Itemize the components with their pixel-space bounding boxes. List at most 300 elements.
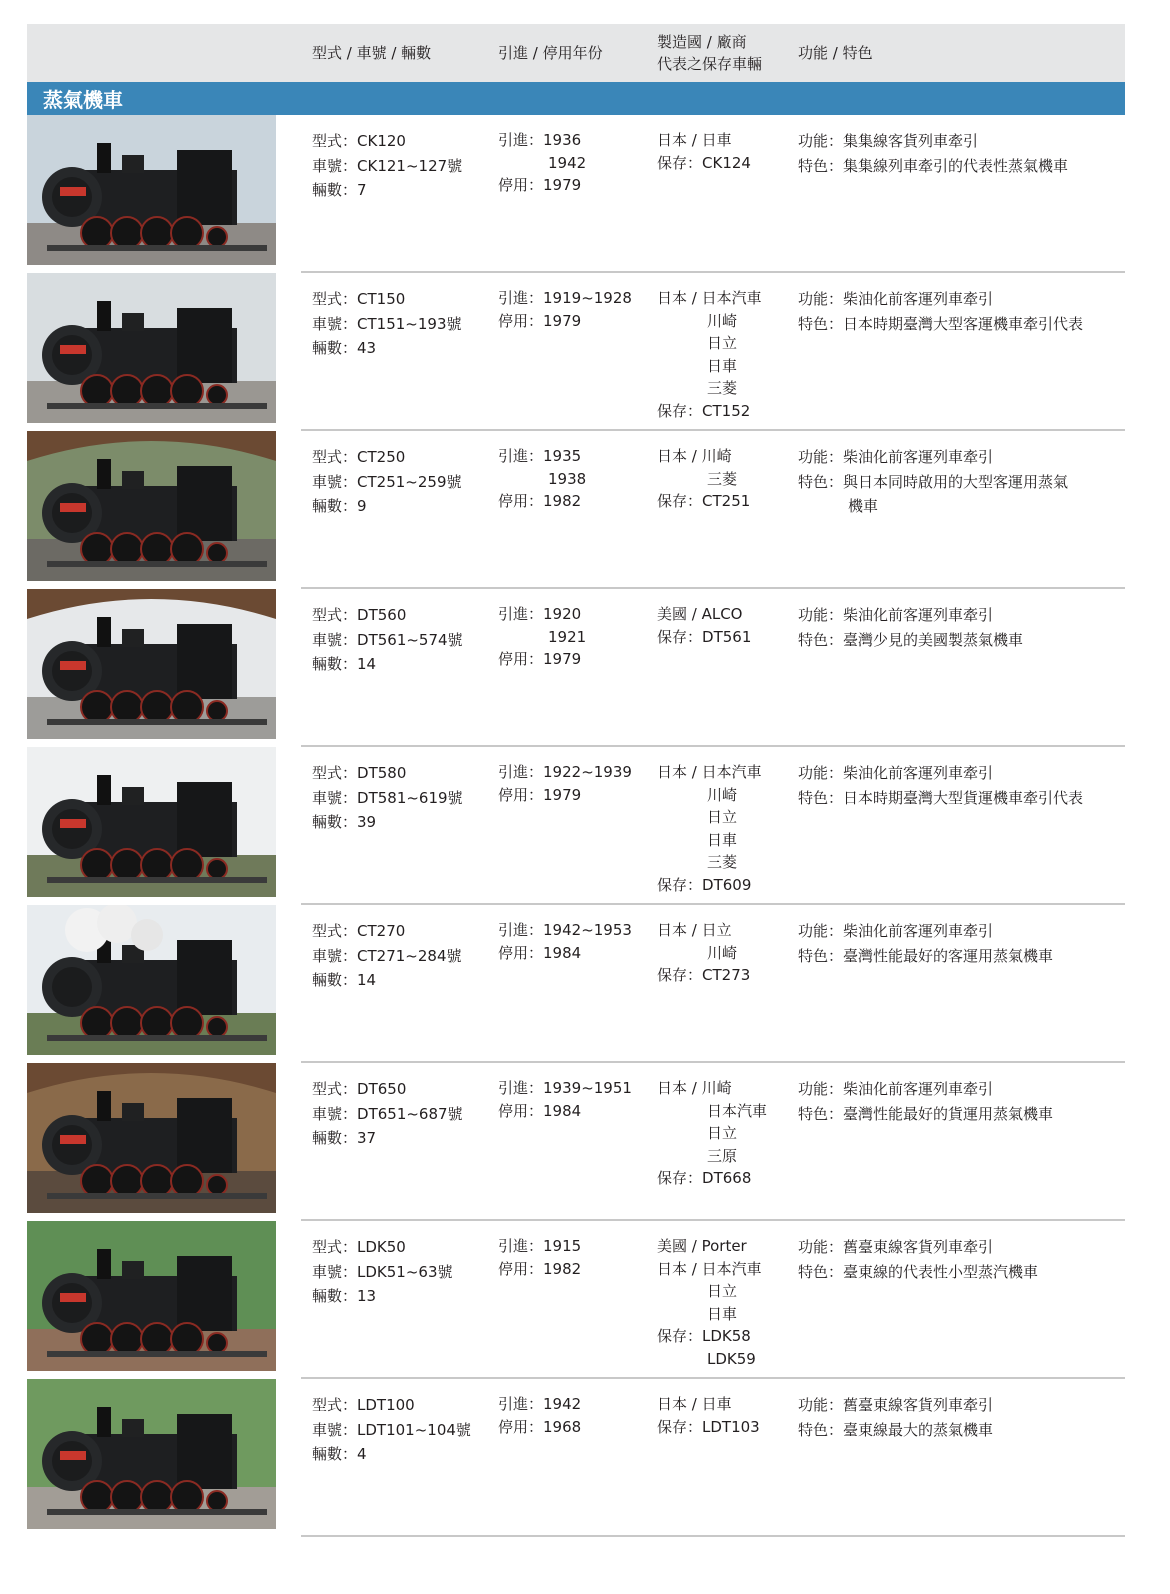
locomotive-photo (27, 747, 276, 897)
label-number: 車號： (312, 314, 358, 333)
table-row (27, 115, 1125, 273)
cell-line (657, 490, 795, 513)
cell-line (498, 626, 653, 649)
maker-value: 日立 (707, 808, 738, 826)
cell-line (498, 942, 653, 965)
maker-value: 三原 (707, 1146, 738, 1165)
table-row (27, 431, 1125, 589)
label-function: 功能： (798, 132, 844, 150)
cell-line (657, 1100, 795, 1123)
label-retired: 停用： (498, 311, 544, 330)
table-row (27, 273, 1125, 431)
retired-year: 1982 (543, 1259, 582, 1278)
preserved-value: CT251 (702, 492, 751, 510)
feature-cell (798, 287, 1125, 336)
cell-line (312, 336, 492, 361)
cell-line (312, 470, 492, 495)
cell-line (657, 1303, 795, 1326)
cell-line (312, 1418, 492, 1443)
cell-line (798, 154, 1125, 179)
feature-cell (798, 919, 1125, 968)
cell-line (798, 287, 1125, 312)
maker-value: 川崎 (707, 785, 738, 804)
maker-value: 美國 / Porter (657, 1237, 747, 1255)
cell-line (657, 129, 795, 152)
cell-line (798, 628, 1125, 653)
cell-line (657, 919, 795, 942)
label-feature: 特色： (798, 946, 844, 965)
cell-line (312, 919, 492, 944)
locomotive-photo-frame (27, 905, 276, 1055)
feature-cell (798, 1077, 1125, 1126)
cell-line (498, 310, 653, 333)
label-preserved: 保存： (657, 1169, 703, 1187)
function-value: 柴油化前客運列車牽引 (843, 1080, 994, 1098)
maker-cell (657, 1393, 795, 1438)
table-row (27, 1379, 1125, 1537)
label-feature: 特色： (798, 156, 844, 175)
cell-line (657, 287, 795, 310)
cell-line (657, 1280, 795, 1303)
cell-line (657, 1393, 795, 1416)
model-cell (312, 445, 492, 519)
count-value: 43 (357, 339, 377, 357)
model-value: CT250 (357, 448, 406, 466)
maker-cell (657, 919, 795, 987)
maker-cell (657, 129, 795, 174)
cell-line (312, 178, 492, 203)
preserved-value: DT668 (702, 1169, 752, 1187)
label-count: 輛數： (312, 971, 358, 989)
feature-value: 集集線列車牽引的代表性蒸氣機車 (843, 156, 1069, 175)
intro-year: 1921 (548, 627, 587, 646)
feature-cell (798, 129, 1125, 178)
label-intro: 引進： (498, 1079, 544, 1097)
label-preserved: 保存： (657, 966, 703, 984)
cell-line (312, 761, 492, 786)
label-number: 車號： (312, 946, 358, 965)
header-model: 型式 / 車號 / 輛數 (312, 44, 432, 62)
count-value: 7 (357, 181, 367, 199)
cell-line (312, 129, 492, 154)
intro-year: 1935 (543, 447, 582, 465)
label-function: 功能： (798, 448, 844, 466)
cell-line (657, 1416, 795, 1439)
cell-line (657, 1077, 795, 1100)
model-cell (312, 603, 492, 677)
label-retired: 停用： (498, 1417, 544, 1436)
cell-line (657, 761, 795, 784)
number-value: LDT101~104號 (357, 1420, 471, 1439)
label-model: 型式： (312, 132, 358, 150)
number-value: CT251~259號 (357, 472, 462, 491)
cell-line (312, 810, 492, 835)
feature-cell (798, 445, 1125, 519)
intro-year: 1915 (543, 1237, 582, 1255)
locomotive-table (27, 24, 1125, 1537)
locomotive-photo (27, 905, 276, 1055)
maker-cell (657, 445, 795, 513)
number-value: CT271~284號 (357, 946, 462, 965)
cell-line (312, 603, 492, 628)
number-value: DT651~687號 (357, 1104, 463, 1123)
table-body (27, 115, 1125, 1537)
cell-line (498, 1393, 653, 1416)
model-value: DT580 (357, 764, 407, 782)
maker-value: 日車 (707, 830, 738, 849)
model-cell (312, 1235, 492, 1309)
cell-line (312, 1077, 492, 1102)
model-value: CT270 (357, 922, 406, 940)
label-feature: 特色： (798, 1104, 844, 1123)
cell-line (657, 152, 795, 175)
cell-line (498, 1235, 653, 1258)
feature-value: 日本時期臺灣大型客運機車牽引代表 (843, 314, 1084, 333)
label-model: 型式： (312, 1080, 358, 1098)
locomotive-photo (27, 273, 276, 423)
table-row (27, 589, 1125, 747)
label-preserved: 保存： (657, 875, 703, 894)
label-intro: 引進： (498, 605, 544, 623)
cell-line (798, 1077, 1125, 1102)
label-intro: 引進： (498, 1395, 544, 1413)
maker-cell (657, 603, 795, 648)
feature-cell (798, 1235, 1125, 1284)
maker-value: 日本 / 川崎 (657, 447, 732, 465)
number-value: LDK51~63號 (357, 1262, 453, 1281)
label-preserved: 保存： (657, 153, 703, 172)
count-value: 14 (357, 655, 377, 673)
label-function: 功能： (798, 1396, 844, 1414)
cell-line (498, 468, 653, 491)
label-retired: 停用： (498, 650, 544, 668)
maker-value: 日車 (707, 356, 738, 375)
label-number: 車號： (312, 1420, 358, 1439)
locomotive-photo (27, 1379, 276, 1529)
maker-value: 美國 / ALCO (657, 605, 743, 623)
locomotive-photo (27, 589, 276, 739)
function-value: 舊臺東線客貨列車牽引 (843, 1396, 994, 1414)
years-cell (498, 1235, 653, 1280)
row-divider (301, 1535, 1125, 1537)
label-intro: 引進： (498, 447, 544, 465)
count-value: 39 (357, 813, 377, 831)
label-retired: 停用： (498, 943, 544, 962)
maker-value: 三菱 (707, 853, 738, 871)
label-model: 型式： (312, 1238, 358, 1256)
cell-line (798, 919, 1125, 944)
cell-line (657, 806, 795, 829)
cell-line (498, 1077, 653, 1100)
retired-year: 1979 (543, 176, 582, 194)
cell-line (798, 1235, 1125, 1260)
maker-cell (657, 1235, 795, 1370)
model-value: CT150 (357, 290, 406, 308)
preserved-value: CT152 (702, 401, 751, 420)
maker-value: 日本 / 日本汽車 (657, 763, 762, 781)
cell-line (312, 1235, 492, 1260)
cell-line (657, 332, 795, 355)
preserved-value: CK124 (702, 153, 751, 172)
cell-line (312, 1284, 492, 1309)
locomotive-photo-frame (27, 747, 276, 897)
label-count: 輛數： (312, 1287, 358, 1305)
number-value: DT561~574號 (357, 630, 463, 649)
cell-line (798, 786, 1125, 811)
cell-line (498, 1100, 653, 1123)
label-preserved: 保存： (657, 1327, 703, 1345)
locomotive-photo-frame (27, 1221, 276, 1371)
label-number: 車號： (312, 630, 358, 649)
label-count: 輛數： (312, 655, 358, 673)
model-value: LDK50 (357, 1238, 406, 1256)
intro-year: 1942 (543, 1395, 582, 1413)
label-preserved: 保存： (657, 627, 703, 646)
locomotive-photo (27, 431, 276, 581)
model-value: CK120 (357, 132, 406, 150)
label-function: 功能： (798, 764, 844, 782)
count-value: 13 (357, 1287, 377, 1305)
years-cell (498, 1393, 653, 1438)
feature-value: 臺東線最大的蒸氣機車 (843, 1420, 994, 1439)
cell-line (657, 1145, 795, 1168)
cell-line (312, 1102, 492, 1127)
preserved-value: LDT103 (702, 1417, 760, 1436)
label-number: 車號： (312, 472, 358, 491)
function-value: 柴油化前客運列車牽引 (843, 764, 994, 782)
retired-year: 1979 (543, 311, 582, 330)
feature-value: 機車 (848, 497, 879, 515)
label-count: 輛數： (312, 181, 358, 199)
label-model: 型式： (312, 448, 358, 466)
label-intro: 引進： (498, 921, 544, 939)
cell-line (312, 312, 492, 337)
label-feature: 特色： (798, 472, 844, 491)
cell-line (798, 944, 1125, 969)
feature-value: 臺東線的代表性小型蒸汽機車 (843, 1262, 1039, 1281)
cell-line (657, 829, 795, 852)
cell-line (798, 470, 1125, 495)
label-model: 型式： (312, 606, 358, 624)
model-value: DT650 (357, 1080, 407, 1098)
cell-line (312, 968, 492, 993)
maker-value: 三菱 (707, 469, 738, 488)
cell-line (657, 468, 795, 491)
years-cell (498, 603, 653, 671)
label-preserved: 保存： (657, 492, 703, 510)
header-years: 引進 / 停用年份 (498, 44, 603, 62)
cell-line (798, 1260, 1125, 1285)
maker-value: 日車 (707, 1304, 738, 1323)
label-preserved: 保存： (657, 401, 703, 420)
preserved-value: DT609 (702, 875, 752, 894)
label-count: 輛數： (312, 339, 358, 357)
intro-year: 1942~1953 (543, 921, 632, 939)
cell-line (498, 1258, 653, 1281)
cell-line (657, 964, 795, 987)
label-number: 車號： (312, 788, 358, 807)
cell-line (498, 490, 653, 513)
cell-line (798, 1102, 1125, 1127)
feature-cell (798, 1393, 1125, 1442)
maker-cell (657, 761, 795, 896)
feature-value: 臺灣性能最好的貨運用蒸氣機車 (843, 1104, 1054, 1123)
intro-year: 1919~1928 (543, 289, 632, 307)
retired-year: 1979 (543, 650, 582, 668)
cell-line (657, 1167, 795, 1190)
label-retired: 停用： (498, 1101, 544, 1120)
function-value: 柴油化前客運列車牽引 (843, 922, 994, 940)
cell-line (657, 1325, 795, 1348)
table-row (27, 1063, 1125, 1221)
retired-year: 1982 (543, 492, 582, 510)
label-feature: 特色： (798, 630, 844, 649)
cell-line (657, 603, 795, 626)
section-title: 蒸氣機車 (27, 82, 1125, 115)
cell-line (657, 1258, 795, 1281)
intro-year: 1922~1939 (543, 763, 632, 781)
header-feature: 功能 / 特色 (798, 44, 873, 62)
model-cell (312, 1077, 492, 1151)
maker-value: 日立 (707, 1124, 738, 1142)
number-value: DT581~619號 (357, 788, 463, 807)
maker-cell (657, 1077, 795, 1190)
maker-value: 日本 / 日車 (657, 131, 732, 149)
cell-line (657, 1235, 795, 1258)
intro-year: 1942 (548, 153, 587, 172)
function-value: 舊臺東線客貨列車牽引 (843, 1238, 994, 1256)
label-model: 型式： (312, 764, 358, 782)
cell-line (312, 154, 492, 179)
model-value: DT560 (357, 606, 407, 624)
cell-line (498, 1416, 653, 1439)
count-value: 4 (357, 1445, 367, 1463)
cell-line (312, 494, 492, 519)
label-feature: 特色： (798, 314, 844, 333)
count-value: 9 (357, 497, 367, 515)
locomotive-photo-frame (27, 1379, 276, 1529)
table-header (27, 24, 1125, 82)
cell-line (657, 400, 795, 423)
cell-line (657, 310, 795, 333)
label-retired: 停用： (498, 1259, 544, 1278)
model-cell (312, 761, 492, 835)
maker-value: 日本汽車 (707, 1101, 768, 1120)
maker-cell (657, 287, 795, 422)
header-maker (657, 24, 762, 82)
years-cell (498, 287, 653, 332)
cell-line (798, 312, 1125, 337)
maker-value: 川崎 (707, 311, 738, 330)
cell-line (498, 761, 653, 784)
number-value: CK121~127號 (357, 156, 463, 175)
cell-line (312, 652, 492, 677)
cell-line (657, 626, 795, 649)
retired-year: 1984 (543, 1101, 582, 1120)
cell-line (498, 287, 653, 310)
label-function: 功能： (798, 606, 844, 624)
count-value: 37 (357, 1129, 377, 1147)
label-feature: 特色： (798, 1420, 844, 1439)
label-count: 輛數： (312, 497, 358, 515)
count-value: 14 (357, 971, 377, 989)
preserved-value: LDK59 (707, 1349, 756, 1368)
maker-value: 日本 / 川崎 (657, 1079, 732, 1097)
cell-line (798, 603, 1125, 628)
cell-line (657, 1348, 795, 1371)
label-function: 功能： (798, 1080, 844, 1098)
function-value: 集集線客貨列車牽引 (843, 132, 979, 150)
maker-value: 日本 / 日立 (657, 921, 732, 939)
cell-line (657, 942, 795, 965)
label-model: 型式： (312, 922, 358, 940)
feature-cell (798, 603, 1125, 652)
cell-line (312, 628, 492, 653)
retired-year: 1968 (543, 1417, 582, 1436)
years-cell (498, 1077, 653, 1122)
locomotive-photo-frame (27, 1063, 276, 1213)
cell-line (498, 129, 653, 152)
cell-line (312, 1393, 492, 1418)
label-retired: 停用： (498, 492, 544, 510)
feature-value: 與日本同時啟用的大型客運用蒸氣 (843, 472, 1069, 491)
cell-line (798, 129, 1125, 154)
header-maker-line2: 代表之保存車輛 (657, 55, 763, 73)
label-number: 車號： (312, 1104, 358, 1123)
cell-line (657, 851, 795, 874)
cell-line (312, 944, 492, 969)
locomotive-photo (27, 115, 276, 265)
locomotive-photo (27, 1063, 276, 1213)
cell-line (798, 445, 1125, 470)
maker-value: 日立 (707, 1282, 738, 1300)
retired-year: 1984 (543, 943, 582, 962)
cell-line (312, 445, 492, 470)
label-intro: 引進： (498, 1237, 544, 1255)
cell-line (657, 1122, 795, 1145)
cell-line (657, 874, 795, 897)
cell-line (498, 784, 653, 807)
label-count: 輛數： (312, 813, 358, 831)
label-model: 型式： (312, 1396, 358, 1414)
cell-line (498, 603, 653, 626)
cell-line (657, 377, 795, 400)
function-value: 柴油化前客運列車牽引 (843, 290, 994, 308)
years-cell (498, 129, 653, 197)
function-value: 柴油化前客運列車牽引 (843, 448, 994, 466)
model-cell (312, 919, 492, 993)
maker-value: 日本 / 日本汽車 (657, 1259, 762, 1278)
retired-year: 1979 (543, 785, 582, 804)
number-value: CT151~193號 (357, 314, 462, 333)
model-value: LDT100 (357, 1396, 415, 1414)
label-intro: 引進： (498, 131, 544, 149)
cell-line (798, 494, 1125, 519)
maker-value: 日本 / 日本汽車 (657, 289, 762, 307)
label-feature: 特色： (798, 1262, 844, 1281)
cell-line (498, 919, 653, 942)
cell-line (312, 1126, 492, 1151)
preserved-value: DT561 (702, 627, 752, 646)
cell-line (498, 445, 653, 468)
label-preserved: 保存： (657, 1417, 703, 1436)
label-number: 車號： (312, 156, 358, 175)
label-model: 型式： (312, 290, 358, 308)
label-feature: 特色： (798, 788, 844, 807)
feature-value: 日本時期臺灣大型貨運機車牽引代表 (843, 788, 1084, 807)
locomotive-photo (27, 1221, 276, 1371)
locomotive-photo-frame (27, 115, 276, 265)
